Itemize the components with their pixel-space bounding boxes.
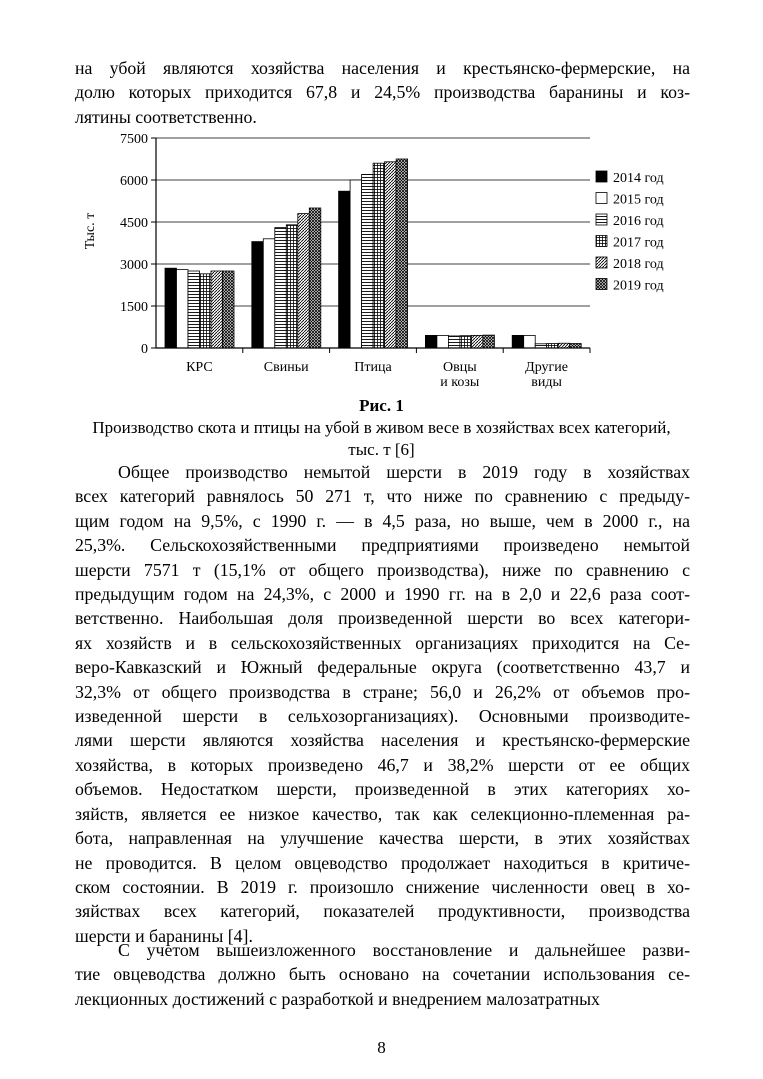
bar	[570, 344, 582, 348]
y-tick-label: 7500	[120, 132, 148, 147]
bar	[211, 271, 223, 348]
text-line: бота, направленная на улучшение качества шерсти, в этих хозяйствах	[75, 828, 690, 849]
legend-swatch	[596, 279, 607, 290]
text-line: предыдущим годом на 24,3%, с 2000 и 1990 гг. на в 2,0 и 22,6 раза соот-	[75, 584, 690, 605]
bar	[558, 343, 570, 348]
x-tick-label: Птица	[354, 360, 392, 375]
legend-label: 2017 год	[613, 235, 664, 251]
bar	[437, 335, 449, 348]
text-line: шерсти и баранины [4].	[75, 925, 253, 946]
text-line: ветственно. Наибольшая доля произведенной шерсти во всех категори-	[75, 608, 690, 629]
x-tick-label: Овцы	[442, 360, 477, 375]
bar	[385, 162, 397, 348]
body-paragraph-2	[75, 938, 690, 1011]
y-tick-label: 1500	[120, 300, 148, 315]
figure-label: Рис. 1	[359, 396, 404, 415]
x-tick-label: виды	[531, 375, 562, 390]
legend-swatch	[596, 214, 607, 225]
text-line: С учетом вышеизложенного восстановление и дальнейшее разви-	[118, 940, 690, 960]
bar	[350, 180, 362, 348]
bar	[200, 274, 212, 348]
y-tick-label: 3000	[120, 258, 148, 273]
y-tick-label: 6000	[120, 174, 148, 189]
text-line: не проводится. В целом овцеводство продолжает находиться в критиче-	[75, 852, 690, 873]
y-axis-label: Тыс. т	[83, 212, 98, 250]
bar	[275, 228, 287, 348]
text-line: изведенной шерсти в сельхозорганизациях). Основными производите-	[75, 706, 690, 727]
bar-chart	[70, 128, 700, 393]
bar	[524, 335, 536, 348]
text-line: всех категорий равнялось 50 271 т, что ниже по сравнению с предыду-	[75, 486, 690, 507]
legend-label: 2016 год	[613, 214, 664, 229]
bar	[448, 336, 460, 348]
x-tick-label: Свиньи	[263, 360, 309, 375]
bar	[362, 174, 374, 348]
legend-label: 2014 год	[613, 171, 664, 186]
y-tick-label: 4500	[120, 216, 148, 231]
bar	[396, 159, 408, 348]
bar	[547, 344, 559, 348]
text-line: ях хозяйств и в сельскохозяйственных организациях приходится на Се-	[75, 632, 690, 653]
bar	[373, 163, 385, 348]
bar	[471, 335, 483, 348]
bar	[483, 335, 495, 348]
figure-chart	[70, 128, 700, 393]
text-line: шерсти 7571 т (15,1% от общего производства), ниже по сравнению с	[75, 559, 690, 580]
text-line: на убой являются хозяйства населения и крестьянско-фермерские, на	[75, 58, 690, 78]
x-tick-label: Другие	[525, 360, 569, 375]
x-tick-label: и козы	[440, 375, 480, 390]
text-line: лями шерсти являются хозяйства населения и крестьянско-фермерские	[75, 730, 690, 751]
text-line: хозяйства, в которых произведено 46,7 и 38,2% шерсти от ее общих	[75, 754, 690, 775]
figure-caption	[60, 417, 703, 461]
bar	[512, 335, 524, 348]
text-line: объемов. Недостатком шерсти, произведенной в этих категориях хо-	[75, 779, 690, 800]
bar	[425, 335, 437, 348]
bar	[165, 268, 177, 348]
bar	[298, 214, 310, 348]
bar	[309, 208, 321, 348]
body-paragraph-1	[75, 460, 690, 948]
legend-label: 2015 год	[613, 192, 664, 208]
text-line: ском состоянии. В 2019 г. произошло снижение численности овец в хо-	[75, 876, 690, 897]
legend-swatch	[596, 171, 607, 182]
figure-caption-line: тыс. т [6]	[348, 440, 415, 459]
legend-swatch	[596, 193, 607, 204]
bar	[339, 191, 351, 348]
y-tick-label: 0	[141, 342, 148, 357]
bar	[286, 225, 298, 348]
text-line: тие овцеводства должно быть основано на сочетании использования се-	[75, 964, 690, 985]
x-tick-label: КРС	[186, 360, 213, 375]
text-line: лекционных достижений с разработкой и внедрением малозатратных	[75, 988, 600, 1009]
text-line: зяйств, является ее низкое качество, так как селекционно-племенная ра-	[75, 803, 690, 824]
legend-label: 2019 год	[613, 278, 664, 294]
figure-caption-line: Производство скота и птицы на убой в живом весе в хозяйствах всех категорий,	[92, 418, 671, 437]
text-line: долю которых приходится 67,8 и 24,5% производства баранины и коз-	[75, 82, 690, 103]
text-line: щим годом на 9,5%, с 1990 г. — в 4,5 раза, но выше, чем в 2000 г., на	[75, 510, 690, 531]
legend-swatch	[596, 236, 607, 247]
text-line: Общее производство немытой шерсти в 2019 году в хозяйствах	[118, 462, 690, 482]
bar	[177, 270, 189, 348]
bar	[188, 271, 200, 348]
text-line: лятины соответственно.	[75, 106, 257, 127]
page-number: 8	[377, 1038, 386, 1057]
text-line: 32,3% от общего производства в стране; 56,0 и 26,2% от объемов про-	[75, 681, 690, 702]
bar	[223, 271, 235, 348]
text-line: зяйствах всех категорий, показателей продуктивности, производства	[75, 901, 690, 922]
bar	[263, 239, 275, 348]
legend-swatch	[596, 257, 607, 268]
text-line: 25,3%. Сельскохозяйственными предприятиями произведено немытой	[75, 535, 690, 556]
text-line: веро-Кавказский и Южный федеральные округа (соответственно 43,7 и	[75, 657, 690, 678]
bar	[460, 336, 472, 348]
bar	[535, 344, 547, 348]
top-paragraph	[75, 56, 690, 129]
bar	[252, 242, 263, 348]
legend-label: 2018 год	[613, 257, 664, 272]
